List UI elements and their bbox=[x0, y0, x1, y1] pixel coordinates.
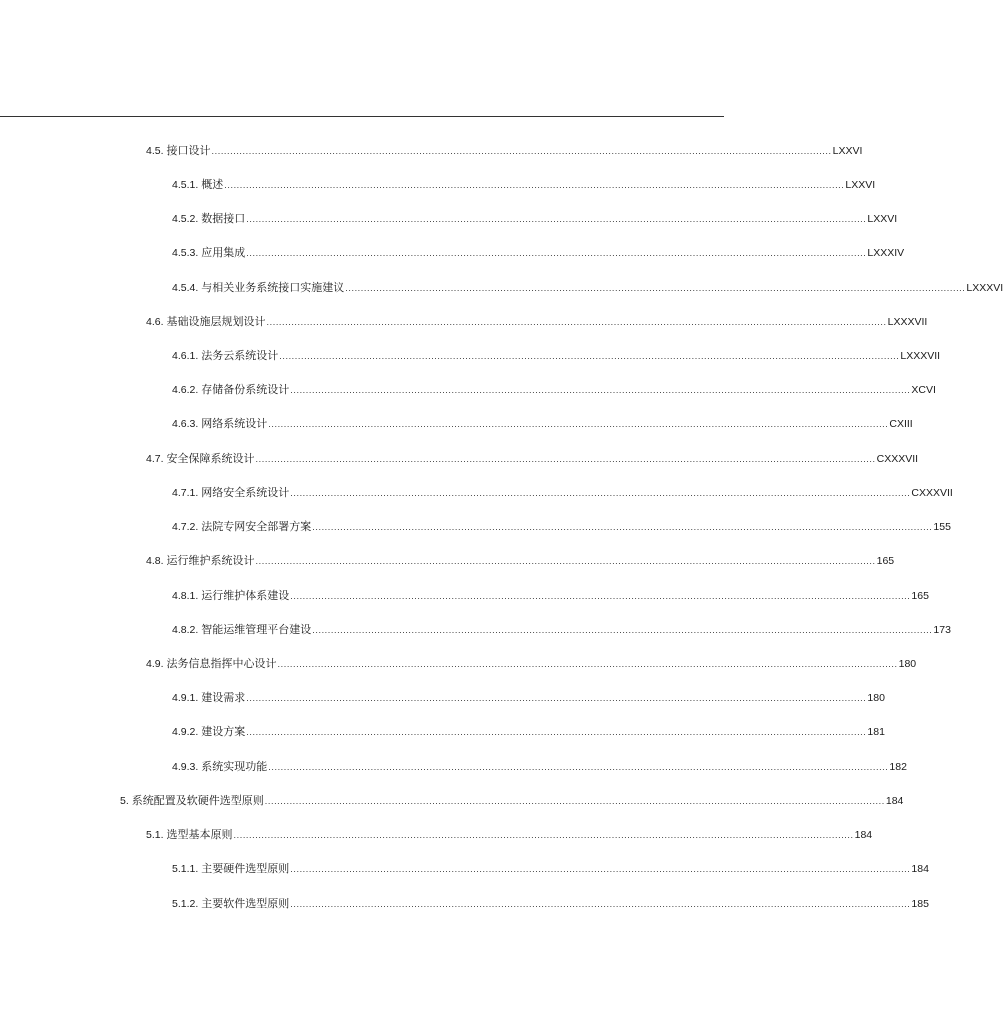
toc-entry-number: 4.8. bbox=[146, 555, 164, 567]
toc-entry[interactable] bbox=[172, 244, 905, 262]
toc-entry-number: 4.9.2. bbox=[172, 726, 199, 738]
toc-entry[interactable] bbox=[146, 313, 928, 331]
toc-entry-page: LXXXVI bbox=[966, 282, 1003, 294]
toc-entry-page: 165 bbox=[876, 555, 895, 567]
toc-dot-leader: ........................................................................................................................................................................................................ bbox=[277, 659, 898, 669]
toc-entry-page: CXXXVII bbox=[911, 487, 953, 499]
toc-entry-page: 173 bbox=[933, 624, 951, 636]
toc-entry-page: 165 bbox=[911, 590, 929, 602]
toc-entry[interactable] bbox=[172, 723, 885, 741]
toc-entry-title: 法务云系统设计 bbox=[201, 349, 279, 362]
toc-entry[interactable] bbox=[172, 347, 941, 365]
toc-entry-page: 180 bbox=[898, 658, 917, 670]
toc-entry[interactable] bbox=[172, 210, 898, 228]
toc-dot-leader: ........................................................................................................................................................................................................ bbox=[224, 180, 845, 190]
toc-dot-leader: ........................................................................................................................................................................................................ bbox=[312, 522, 933, 532]
toc-entry[interactable] bbox=[172, 279, 1003, 297]
toc-entry-title: 运行维护体系建设 bbox=[201, 589, 290, 602]
toc-entry-number: 4.9.1. bbox=[172, 692, 199, 704]
toc-entry-page: 185 bbox=[911, 898, 929, 910]
toc-entry-title: 建设方案 bbox=[201, 725, 246, 738]
toc-entry-page: LXXXVII bbox=[900, 350, 941, 362]
toc-entry-title: 网络系统设计 bbox=[201, 417, 268, 430]
toc-dot-leader: ........................................................................................................................................................................................................ bbox=[246, 214, 867, 224]
toc-entry-page: LXXXIV bbox=[867, 247, 905, 259]
toc-entry-title: 建设需求 bbox=[201, 691, 246, 704]
toc-entry-title: 运行维护系统设计 bbox=[166, 554, 255, 567]
toc-entry-page: 184 bbox=[911, 863, 929, 875]
toc-entry-number: 4.5. bbox=[146, 145, 164, 157]
toc-entry-number: 4.6. bbox=[146, 316, 164, 328]
toc-dot-leader: ........................................................................................................................................................................................................ bbox=[255, 556, 876, 566]
toc-entry[interactable] bbox=[172, 484, 953, 502]
toc-entry-title: 数据接口 bbox=[201, 212, 246, 225]
toc-dot-leader: ........................................................................................................................................................................................................ bbox=[268, 762, 889, 772]
toc-entry-title: 主要软件选型原则 bbox=[201, 897, 290, 910]
toc-entry-number: 4.5.4. bbox=[172, 282, 199, 294]
toc-entry-title: 法院专网安全部署方案 bbox=[201, 520, 312, 533]
toc-dot-leader: ........................................................................................................................................................................................................ bbox=[290, 488, 911, 498]
toc-entry-title: 存储备份系统设计 bbox=[201, 383, 290, 396]
toc-entry[interactable] bbox=[146, 552, 895, 570]
toc-dot-leader: ........................................................................................................................................................................................................ bbox=[233, 830, 854, 840]
toc-entry-page: 155 bbox=[933, 521, 951, 533]
toc-entry-title: 基础设施层规划设计 bbox=[166, 315, 266, 328]
toc-entry-title: 选型基本原则 bbox=[166, 828, 233, 841]
toc-entry-title: 应用集成 bbox=[201, 246, 246, 259]
toc-entry-number: 4.8.2. bbox=[172, 624, 199, 636]
toc-entry-page: 184 bbox=[885, 795, 904, 807]
toc-entry-page: LXXVI bbox=[845, 179, 876, 191]
toc-entry[interactable] bbox=[120, 792, 904, 810]
toc-entry-title: 安全保障系统设计 bbox=[166, 452, 255, 465]
toc-entry[interactable] bbox=[146, 142, 863, 160]
toc-entry[interactable] bbox=[172, 758, 907, 776]
toc-entry-number: 4.7. bbox=[146, 453, 164, 465]
toc-dot-leader: ........................................................................................................................................................................................................ bbox=[345, 283, 966, 293]
toc-dot-leader: ........................................................................................................................................................................................................ bbox=[290, 864, 911, 874]
toc-entry-page: CXXXVII bbox=[876, 453, 919, 465]
toc-entry[interactable] bbox=[172, 518, 951, 536]
toc-entry-number: 4.6.3. bbox=[172, 418, 199, 430]
toc-entry-number: 4.5.3. bbox=[172, 247, 199, 259]
toc-dot-leader: ........................................................................................................................................................................................................ bbox=[279, 351, 900, 361]
toc-dot-leader: ........................................................................................................................................................................................................ bbox=[290, 385, 911, 395]
toc-entry-title: 智能运维管理平台建设 bbox=[201, 623, 312, 636]
toc-entry-page: LXXVI bbox=[867, 213, 898, 225]
toc-entry[interactable] bbox=[172, 381, 936, 399]
toc-entry-page: 180 bbox=[867, 692, 885, 704]
toc-entry[interactable] bbox=[172, 860, 929, 878]
toc-dot-leader: ........................................................................................................................................................................................................ bbox=[266, 317, 887, 327]
toc-entry[interactable] bbox=[172, 587, 929, 605]
toc-entry-number: 4.9.3. bbox=[172, 761, 199, 773]
toc-entry-number: 4.6.2. bbox=[172, 384, 199, 396]
toc-dot-leader: ........................................................................................................................................................................................................ bbox=[264, 796, 885, 806]
toc-entry-page: XCVI bbox=[911, 384, 936, 396]
toc-entry-page: 184 bbox=[854, 829, 873, 841]
toc-entry-number: 4.7.1. bbox=[172, 487, 199, 499]
toc-entry-page: CXIII bbox=[889, 418, 913, 430]
toc-dot-leader: ........................................................................................................................................................................................................ bbox=[290, 899, 911, 909]
toc-dot-leader: ........................................................................................................................................................................................................ bbox=[246, 248, 867, 258]
toc-dot-leader: ........................................................................................................................................................................................................ bbox=[268, 419, 889, 429]
toc-entry-number: 5.1. bbox=[146, 829, 164, 841]
toc-entry-title: 主要硬件选型原则 bbox=[201, 862, 290, 875]
toc-entry-title: 法务信息指挥中心设计 bbox=[166, 657, 277, 670]
toc-dot-leader: ........................................................................................................................................................................................................ bbox=[246, 693, 867, 703]
toc-dot-leader: ........................................................................................................................................................................................................ bbox=[246, 727, 867, 737]
toc-entry-number: 5. bbox=[120, 795, 129, 807]
toc-entry-number: 5.1.2. bbox=[172, 898, 199, 910]
toc-entry-title: 系统配置及软硬件选型原则 bbox=[131, 794, 264, 807]
toc-entry-title: 概述 bbox=[201, 178, 224, 191]
toc-entry[interactable] bbox=[172, 176, 876, 194]
toc-entry[interactable] bbox=[172, 621, 951, 639]
toc-entry-title: 与相关业务系统接口实施建议 bbox=[201, 281, 345, 294]
toc-entry-number: 4.6.1. bbox=[172, 350, 199, 362]
toc-entry[interactable] bbox=[146, 450, 919, 468]
toc-entry-number: 5.1.1. bbox=[172, 863, 199, 875]
toc-dot-leader: ........................................................................................................................................................................................................ bbox=[290, 591, 911, 601]
toc-entry-page: 182 bbox=[889, 761, 907, 773]
toc-entry-number: 4.5.1. bbox=[172, 179, 199, 191]
toc-entry-page: 181 bbox=[867, 726, 885, 738]
toc-entry[interactable] bbox=[172, 895, 929, 913]
toc-entry-page: LXXXVII bbox=[887, 316, 928, 328]
toc-entry-page: LXXVI bbox=[832, 145, 863, 157]
toc-entry-title: 系统实现功能 bbox=[201, 760, 268, 773]
toc-dot-leader: ........................................................................................................................................................................................................ bbox=[211, 146, 832, 156]
toc-dot-leader: ........................................................................................................................................................................................................ bbox=[312, 625, 933, 635]
toc-entry-number: 4.5.2. bbox=[172, 213, 199, 225]
toc-entry-number: 4.8.1. bbox=[172, 590, 199, 602]
toc-entry[interactable] bbox=[146, 655, 917, 673]
toc-entry-title: 接口设计 bbox=[166, 144, 211, 157]
toc-entry[interactable] bbox=[172, 415, 913, 433]
toc-entry-number: 4.9. bbox=[146, 658, 164, 670]
toc-entry[interactable] bbox=[172, 689, 885, 707]
toc-entry[interactable] bbox=[146, 826, 873, 844]
toc-dot-leader: ........................................................................................................................................................................................................ bbox=[255, 454, 876, 464]
toc-entry-title: 网络安全系统设计 bbox=[201, 486, 290, 499]
toc-entry-number: 4.7.2. bbox=[172, 521, 199, 533]
